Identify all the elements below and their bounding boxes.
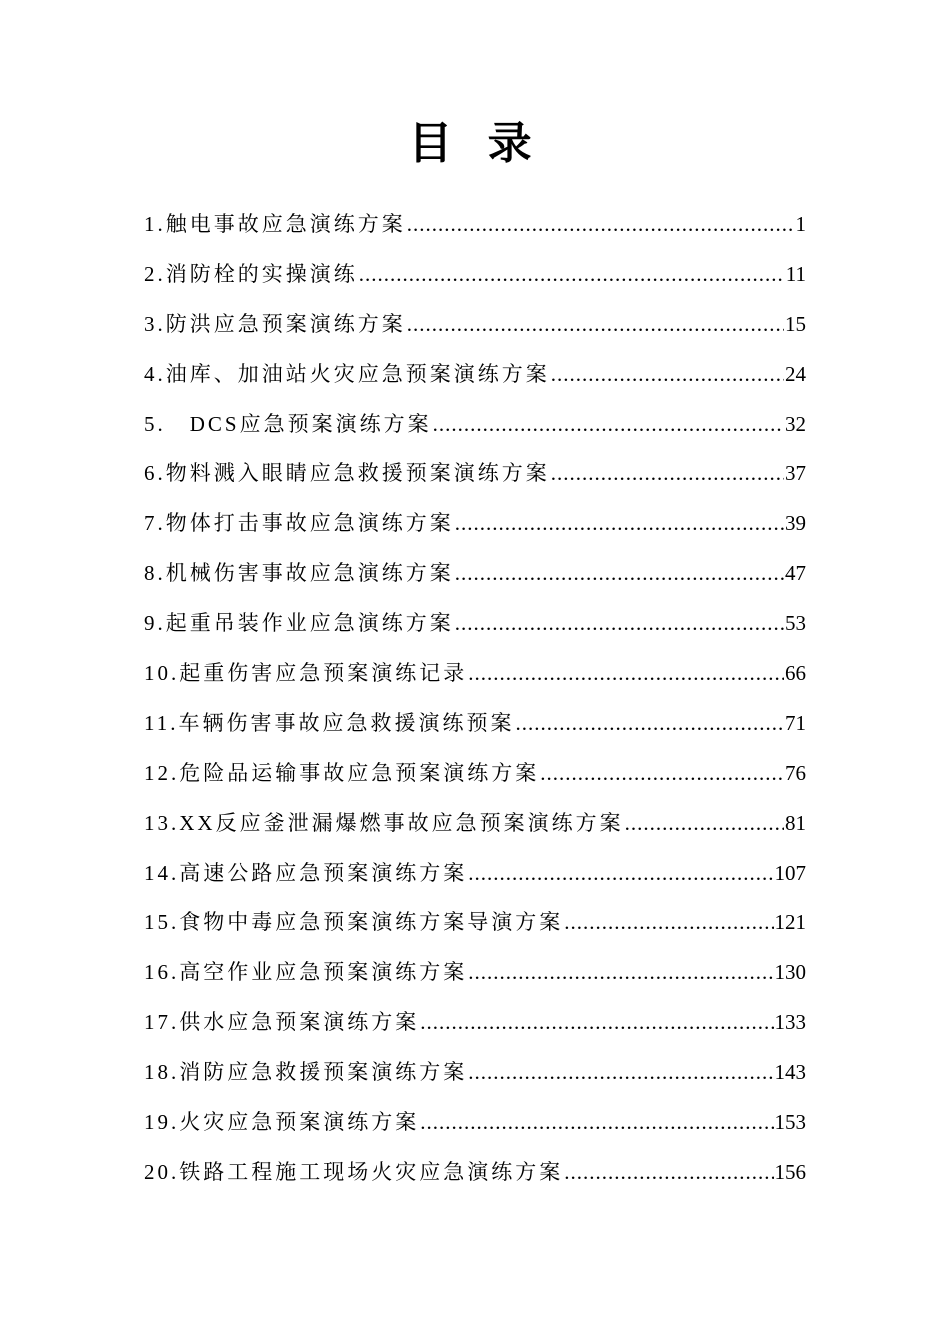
toc-dot-leader: [625, 803, 784, 843]
toc-entry[interactable]: [144, 304, 806, 354]
toc-entry-label: 13.XX反应釜泄漏爆燃事故应急预案演练方案: [144, 810, 624, 835]
toc-entry-page: 107: [774, 860, 806, 885]
toc-entry[interactable]: [144, 204, 806, 254]
toc-list: [144, 204, 806, 1202]
toc-entry-label: 8.机械伤害事故应急演练方案: [144, 561, 454, 586]
toc-entry-label: 18.消防应急救援预案演练方案: [144, 1060, 468, 1085]
toc-entry-label: 11.车辆伤害事故应急救援演练预案: [144, 710, 515, 735]
toc-entry-page: 76: [785, 760, 806, 785]
toc-entry-page: 24: [785, 361, 806, 386]
toc-entry-page: 130: [774, 960, 806, 985]
toc-dot-leader: [515, 703, 784, 743]
toc-dot-leader: [564, 902, 773, 942]
toc-entry-label: 6.物料溅入眼睛应急救援预案演练方案: [144, 461, 550, 486]
toc-entry[interactable]: [144, 653, 806, 703]
toc-dot-leader: [551, 354, 784, 394]
toc-dot-leader: [455, 553, 784, 593]
toc-entry-page: 15: [785, 311, 806, 336]
toc-entry-page: 121: [774, 910, 806, 935]
toc-dot-leader: [433, 404, 784, 444]
toc-entry-label: 19.火灾应急预案演练方案: [144, 1110, 420, 1135]
toc-entry-page: 53: [785, 611, 806, 636]
toc-entry-page: 133: [774, 1010, 806, 1035]
toc-entry[interactable]: [144, 503, 806, 553]
toc-entry[interactable]: [144, 553, 806, 603]
toc-entry-page: 37: [785, 461, 806, 486]
toc-dot-leader: [455, 603, 784, 643]
toc-entry[interactable]: [144, 603, 806, 653]
toc-entry-label: 15.食物中毒应急预案演练方案导演方案: [144, 910, 564, 935]
toc-dot-leader: [468, 1052, 773, 1092]
toc-entry[interactable]: [144, 354, 806, 404]
toc-entry-page: 71: [785, 710, 806, 735]
toc-dot-leader: [468, 653, 784, 693]
toc-entry[interactable]: [144, 902, 806, 952]
toc-entry-label: 17.供水应急预案演练方案: [144, 1010, 420, 1035]
toc-entry-page: 47: [785, 561, 806, 586]
toc-entry-page: 11: [785, 261, 806, 286]
toc-entry-page: 32: [785, 411, 806, 436]
toc-title: 目 录: [408, 118, 542, 169]
toc-dot-leader: [420, 1102, 773, 1142]
toc-entry[interactable]: [144, 952, 806, 1002]
toc-dot-leader: [564, 1152, 773, 1192]
toc-entry-page: 81: [785, 810, 806, 835]
toc-dot-leader: [468, 853, 773, 893]
toc-entry-label: 5. DCS应急预案演练方案: [144, 411, 432, 436]
toc-entry[interactable]: [144, 753, 806, 803]
toc-entry[interactable]: [144, 254, 806, 304]
toc-entry-label: 2.消防栓的实操演练: [144, 261, 358, 286]
toc-entry-label: 10.起重伤害应急预案演练记录: [144, 661, 468, 686]
toc-entry-label: 1.触电事故应急演练方案: [144, 212, 406, 236]
toc-entry-page: 156: [774, 1159, 806, 1184]
toc-dot-leader: [420, 1002, 773, 1042]
toc-entry[interactable]: [144, 1152, 806, 1202]
toc-entry-label: 3.防洪应急预案演练方案: [144, 311, 406, 336]
toc-entry-page: 143: [774, 1060, 806, 1085]
toc-entry-page: 66: [785, 661, 806, 686]
toc-entry[interactable]: [144, 404, 806, 454]
toc-dot-leader: [359, 254, 785, 294]
toc-entry-page: 153: [774, 1110, 806, 1135]
toc-entry-label: 12.危险品运输事故应急预案演练方案: [144, 760, 540, 785]
toc-entry-page: 39: [785, 511, 806, 536]
toc-entry[interactable]: [144, 1102, 806, 1152]
toc-dot-leader: [407, 304, 784, 344]
toc-entry-label: 14.高速公路应急预案演练方案: [144, 860, 468, 885]
toc-entry[interactable]: [144, 1002, 806, 1052]
toc-entry[interactable]: [144, 703, 806, 753]
toc-entry-label: 16.高空作业应急预案演练方案: [144, 960, 468, 985]
toc-dot-leader: [551, 453, 784, 493]
toc-entry[interactable]: [144, 1052, 806, 1102]
toc-entry[interactable]: [144, 803, 806, 853]
toc-entry-page: 1: [795, 212, 806, 236]
toc-entry-label: 4.油库、加油站火灾应急预案演练方案: [144, 361, 550, 386]
toc-entry-label: 9.起重吊装作业应急演练方案: [144, 611, 454, 636]
toc-entry-label: 20.铁路工程施工现场火灾应急演练方案: [144, 1159, 564, 1184]
toc-dot-leader: [468, 952, 773, 992]
toc-entry[interactable]: [144, 453, 806, 503]
toc-entry-label: 7.物体打击事故应急演练方案: [144, 511, 454, 536]
toc-dot-leader: [455, 503, 784, 543]
toc-entry[interactable]: [144, 853, 806, 903]
toc-dot-leader: [540, 753, 784, 793]
toc-dot-leader: [407, 204, 795, 244]
